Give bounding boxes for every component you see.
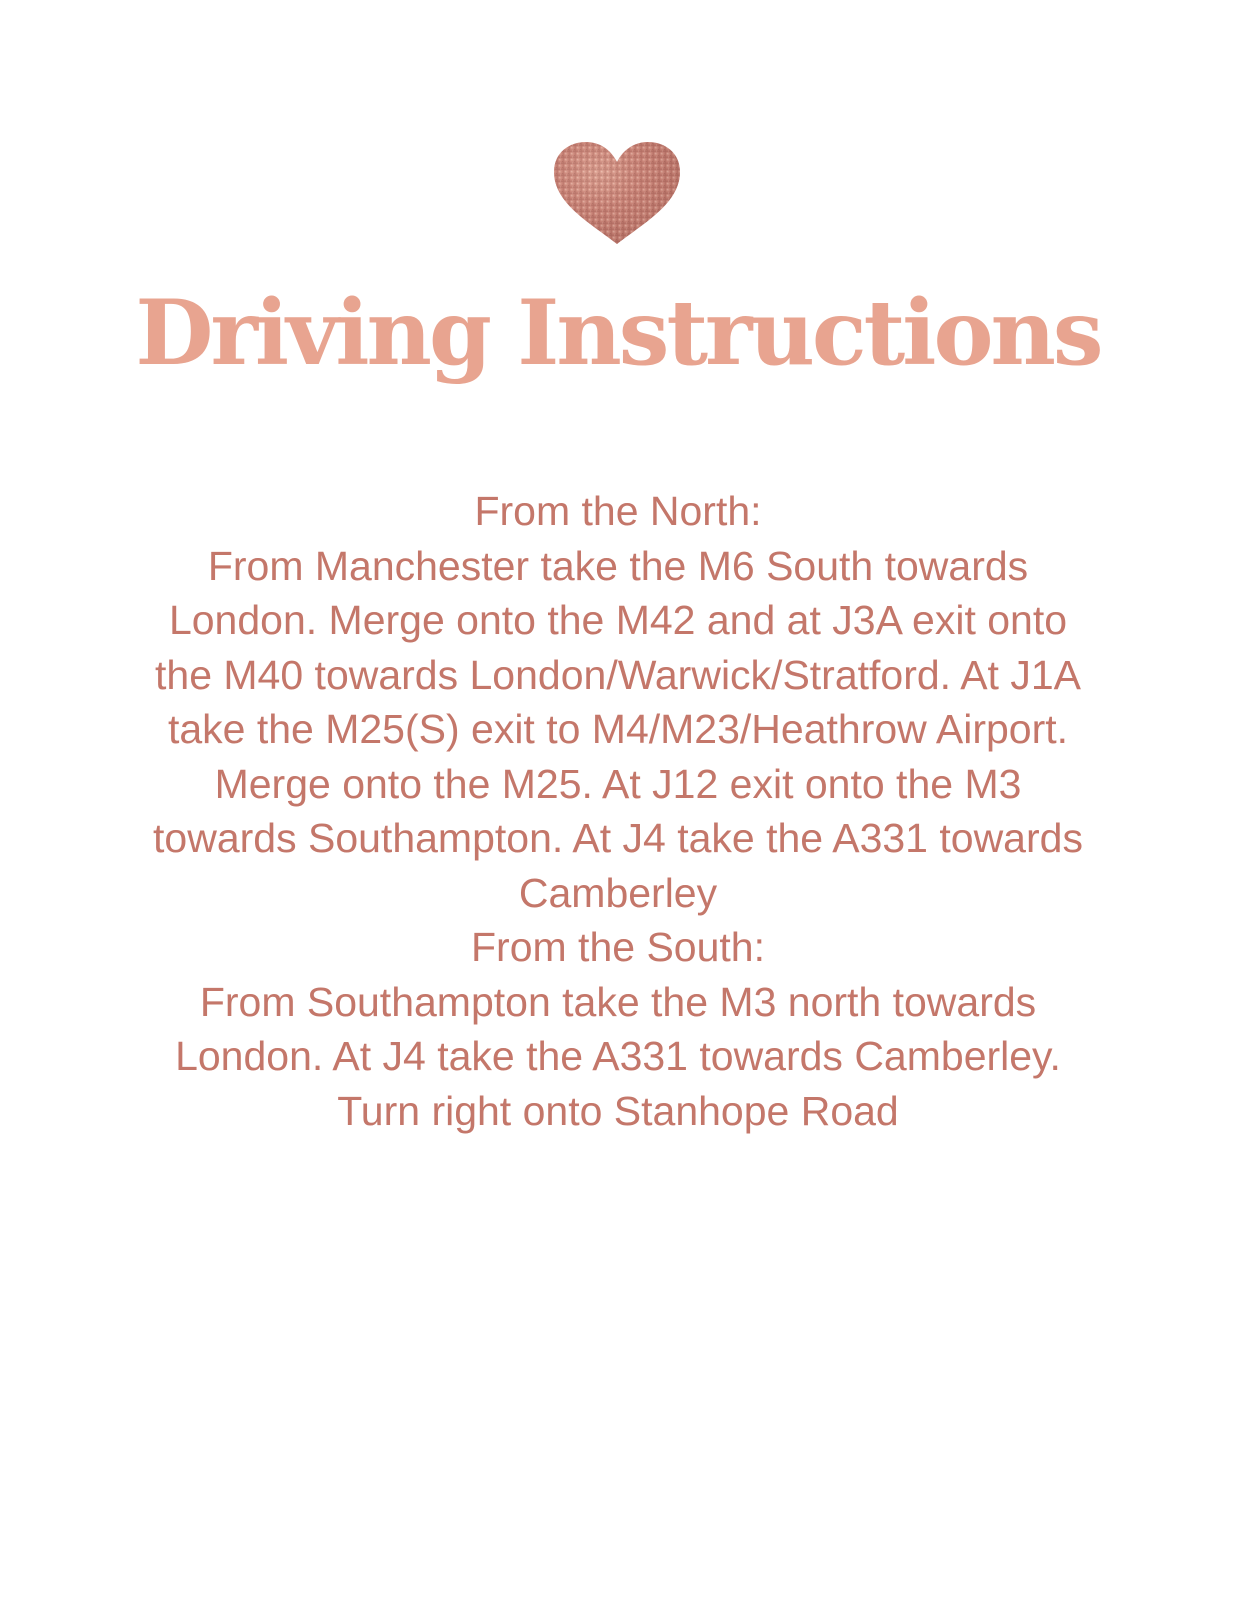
page-title: Driving Instructions — [135, 280, 1101, 386]
glitter-heart-icon — [552, 140, 682, 250]
section-heading-south: From the South: — [471, 924, 765, 970]
section-heading-north: From the North: — [474, 488, 762, 534]
section-text-south: From Southampton take the M3 north towards London. At J4 take the A331 towards Camberley. Turn right onto Stanhope Road — [175, 978, 1061, 1134]
directions-body — [140, 484, 1096, 1138]
section-text-north: From Manchester take the M6 South towards London. Merge onto the M42 and at J3A exit onto the M40 towards London/Warwick/Stratford. At J1A take the M25(S) exit to M4/M23/Heathrow Airport. Merge onto the M25. At J12 exit onto the M3 towards Southampton. At J4 take the A331 towards Camberley — [153, 542, 1083, 916]
